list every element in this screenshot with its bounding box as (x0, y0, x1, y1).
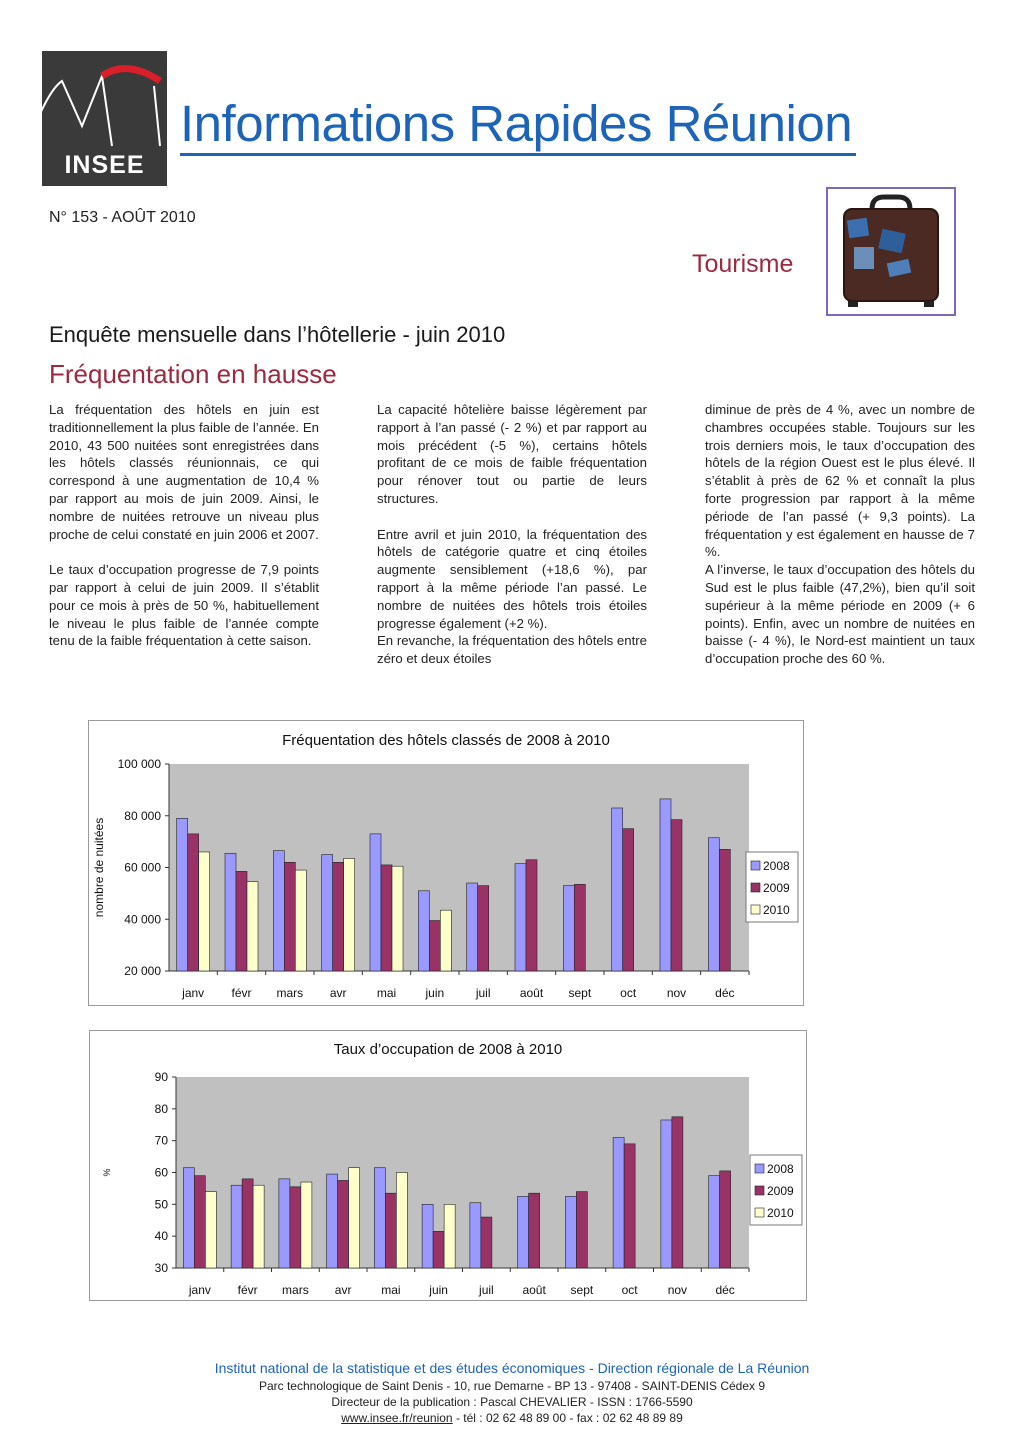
chart-occupation (89, 1030, 807, 1301)
legend-swatch-2008 (755, 1164, 764, 1173)
bar-2009-sept (574, 884, 585, 971)
bar-2009-juin (433, 1231, 444, 1268)
text-column-1 (49, 401, 319, 668)
x-tick-label: mars (282, 1283, 309, 1297)
bar-2009-nov (672, 1117, 683, 1268)
paragraph: La capacité hôtelière baisse légèrement par rapport à l’an passé (- 2 %) et par rapport au mois précédent (-5 %), certains hôtels profitant de ce mois de faible fréquentation pour rénover tout ou partie de leurs structures. (377, 402, 647, 506)
bar-2010-févr (253, 1185, 264, 1268)
legend-swatch-2009 (755, 1186, 764, 1195)
insee-logo (42, 51, 167, 186)
bar-2008-juin (422, 1204, 433, 1268)
bar-2009-nov (671, 820, 682, 971)
legend-label-2010: 2010 (767, 1206, 794, 1220)
x-tick-label: août (519, 986, 544, 1000)
text-column-3 (705, 401, 975, 686)
bar-2009-juin (429, 921, 440, 971)
bar-2010-janv (199, 852, 210, 971)
bar-2010-juin (444, 1204, 455, 1268)
legend-swatch-2009 (751, 883, 760, 892)
logo-text: INSEE (64, 151, 145, 179)
bar-2009-août (526, 860, 537, 971)
bar-2010-avr (344, 858, 355, 971)
bar-2008-mai (370, 834, 381, 971)
x-tick-label: déc (715, 986, 735, 1000)
bar-2010-mai (392, 866, 403, 971)
x-tick-label: janv (182, 986, 205, 1000)
x-tick-label: nov (666, 986, 687, 1000)
bar-2008-janv (183, 1168, 194, 1268)
footer-organisation: Institut national de la statistique et des études économiques - Direction régionale de La Réunion (214, 1360, 810, 1376)
bar-2008-août (515, 864, 526, 971)
y-tick-label: 100 000 (117, 757, 161, 771)
y-axis-label: % (102, 1168, 112, 1177)
y-axis-label: nombre de nuitées (92, 817, 106, 918)
issue-number: N° 153 - AOÛT 2010 (49, 209, 196, 226)
bar-2009-mars (284, 862, 295, 971)
survey-title: Enquête mensuelle dans l’hôtellerie - juin 2010 (49, 322, 506, 347)
y-tick-label: 50 (154, 1197, 168, 1212)
bar-2009-mai (381, 865, 392, 971)
y-tick-label: 70 (154, 1133, 168, 1148)
bar-2009-mai (385, 1193, 396, 1268)
bar-2008-déc (708, 838, 719, 971)
bar-2008-juil (467, 883, 478, 971)
x-tick-label: oct (620, 986, 637, 1000)
theme-label: Tourisme (692, 250, 794, 278)
bar-2008-sept (563, 886, 574, 971)
x-tick-label: oct (621, 1283, 638, 1297)
chart-title: Taux d’occupation de 2008 à 2010 (333, 1041, 563, 1058)
x-tick-label: août (522, 1283, 546, 1297)
bar-2008-avr (327, 1174, 338, 1268)
footer (0, 1360, 1024, 1426)
bar-2008-août (518, 1196, 529, 1268)
bar-2008-avr (322, 855, 333, 971)
x-tick-label: mars (276, 986, 304, 1000)
x-tick-label: mai (376, 986, 397, 1000)
article-headline: Fréquentation en hausse (49, 359, 337, 389)
bar-2009-mars (290, 1187, 301, 1268)
bar-2008-sept (565, 1196, 576, 1268)
bar-2008-mars (273, 851, 284, 971)
footer-contact: - tél : 02 62 48 89 00 - fax : 02 62 48 89 89 (452, 1411, 683, 1425)
bar-2008-oct (613, 1137, 624, 1268)
x-tick-label: juin (429, 1283, 448, 1297)
y-tick-label: 80 (154, 1101, 168, 1116)
legend-swatch-2010 (755, 1208, 764, 1217)
bar-2008-mars (279, 1179, 290, 1268)
bar-2008-févr (225, 853, 236, 971)
bar-2008-déc (709, 1176, 720, 1268)
bar-2008-oct (612, 808, 623, 971)
footer-address: Parc technologique de Saint Denis - 10, rue Demarne - BP 13 - 97408 - SAINT-DENIS Cédex 9 (258, 1379, 766, 1393)
bar-2010-févr (247, 882, 258, 971)
bar-2008-nov (660, 799, 671, 971)
x-tick-label: sept (570, 1283, 594, 1297)
bar-2010-avr (349, 1168, 360, 1268)
x-tick-label: avr (334, 1283, 352, 1297)
x-tick-label: févr (237, 1283, 258, 1297)
bar-2009-janv (188, 834, 199, 971)
bar-2009-avr (338, 1180, 349, 1268)
legend-label-2008: 2008 (763, 859, 790, 873)
footer-director: Directeur de la publication : Pascal CHEVALIER - ISSN : 1766-5590 (331, 1395, 693, 1409)
chart-frequentation-plot (89, 721, 803, 1005)
bar-2010-mars (301, 1182, 312, 1268)
bar-2009-déc (720, 1171, 731, 1268)
chart-occupation-plot (90, 1031, 806, 1300)
bar-2008-juil (470, 1203, 481, 1268)
legend-swatch-2008 (751, 861, 760, 870)
suitcase-illustration (826, 187, 956, 316)
chart-frequentation (88, 720, 804, 1006)
text-column-2 (377, 401, 647, 686)
bar-2009-juil (481, 1217, 492, 1268)
x-tick-label: nov (667, 1283, 688, 1297)
bar-2009-sept (576, 1192, 587, 1268)
bar-2008-nov (661, 1120, 672, 1268)
y-tick-label: 90 (154, 1070, 168, 1084)
bar-2008-janv (177, 818, 188, 971)
y-tick-label: 80 000 (124, 808, 161, 823)
logo-swoosh-icon (42, 51, 167, 151)
bar-2008-févr (231, 1185, 242, 1268)
suitcase-icon (828, 189, 954, 314)
bar-2010-mars (295, 870, 306, 971)
bar-2008-juin (418, 891, 429, 971)
y-tick-label: 20 000 (124, 964, 161, 978)
bar-2009-déc (719, 849, 730, 971)
y-tick-label: 40 000 (124, 912, 161, 927)
bar-2009-oct (624, 1144, 635, 1268)
legend-label-2010: 2010 (763, 903, 790, 917)
legend-swatch-2010 (751, 905, 760, 914)
masthead-title: Informations Rapides Réunion (180, 95, 856, 156)
x-tick-label: sept (568, 986, 592, 1000)
bar-2010-janv (205, 1192, 216, 1268)
x-tick-label: juil (475, 986, 491, 1000)
bar-2009-avr (333, 862, 344, 971)
paragraph: diminue de près de 4 %, avec un nombre de chambres occupées stable. Toujours sur les trois derniers mois, le taux d’occupation des hôtels de la région Ouest est le plus élevé. Il s’établit à près de 62 % et connaît la plus forte progression par rapport à la même période de l’an passé (+ 9,3 points). La fréquentation y est également en hausse de 7 %. (705, 402, 975, 560)
x-tick-label: juin (425, 986, 445, 1000)
bar-2009-févr (242, 1179, 253, 1268)
x-tick-label: déc (715, 1283, 735, 1297)
footer-contact-line (0, 1410, 1024, 1426)
x-tick-label: févr (231, 986, 252, 1000)
x-tick-label: mai (381, 1283, 401, 1297)
paragraph: La fréquentation des hôtels en juin est traditionnellement la plus faible de l’année. En 2010, 43 500 nuitées sont enregistrées dans les hôtels classés réunionnais, ce qui correspond à une augmentation de 10,4 % par rapport au mois de juin 2009. Ainsi, le nombre de nuitées retrouve un niveau plus proche de celui constaté en juin 2006 et 2007. (49, 402, 319, 542)
legend-label-2008: 2008 (767, 1162, 794, 1176)
legend-label-2009: 2009 (767, 1184, 794, 1198)
bar-2009-janv (194, 1176, 205, 1268)
x-tick-label: juil (479, 1283, 494, 1297)
y-tick-label: 40 (154, 1229, 168, 1244)
bar-2009-août (529, 1193, 540, 1268)
paragraph: Le taux d’occupation progresse de 7,9 points par rapport à celui de juin 2009. Il s’établit pour ce mois à près de 50 %, habituellement le niveau le plus faible de l’année compte tenu de la faible fréquentation à cette saison. (49, 562, 319, 649)
chart-title: Fréquentation des hôtels classés de 2008 à 2010 (282, 732, 610, 749)
bar-2010-juin (440, 910, 451, 971)
bar-2009-oct (623, 829, 634, 971)
footer-website-link[interactable]: www.insee.fr/reunion (341, 1411, 453, 1425)
paragraph: Entre avril et juin 2010, la fréquentation des hôtels de catégorie quatre et cinq étoiles augmente sensiblement (+18,6 %), par rapport à la même période l’an passé. Le nombre de nuitées des hôtels trois étoiles progresse également (+2 %). (377, 526, 647, 631)
bar-2010-mai (396, 1173, 407, 1269)
y-tick-label: 30 (154, 1261, 168, 1275)
paragraph: En revanche, la fréquentation des hôtels entre zéro et deux étoiles (377, 633, 647, 667)
bar-2008-mai (374, 1168, 385, 1268)
x-tick-label: janv (188, 1283, 211, 1297)
bar-2009-juil (478, 886, 489, 971)
bar-2009-févr (236, 871, 247, 971)
y-tick-label: 60 000 (124, 860, 161, 875)
y-tick-label: 60 (154, 1165, 168, 1180)
x-tick-label: avr (329, 986, 347, 1000)
paragraph: A l’inverse, le taux d’occupation des hôtels du Sud est le plus faible (47,2%), bien qu’il soit supérieur à la même période en 2009 (+ 6 points). Enfin, avec un nombre de nuitées en baisse (- 4 %), le Nord-est maintient un taux d’occupation proche des 60 %. (705, 562, 975, 667)
legend-label-2009: 2009 (763, 881, 790, 895)
